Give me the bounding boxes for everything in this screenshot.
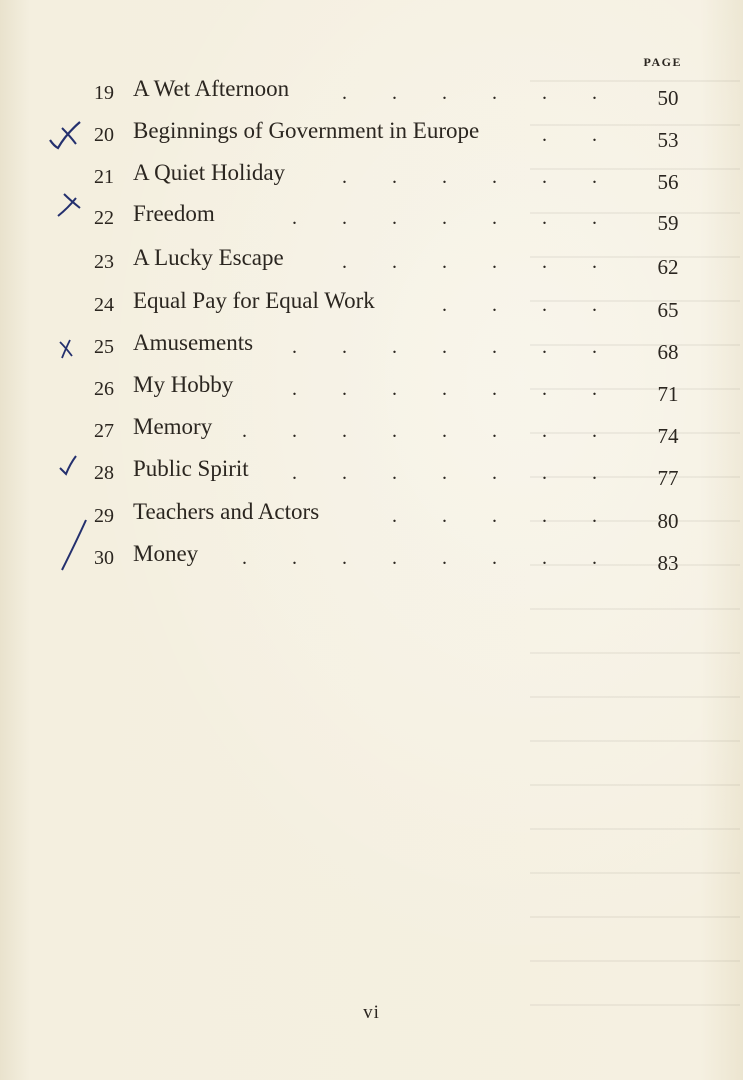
dot-leader: . . . . . . .: [292, 378, 617, 400]
chapter-title: Memory: [133, 414, 213, 439]
page-number: 65: [657, 298, 679, 322]
dot-leader: . .: [542, 124, 617, 146]
page-number: 62: [657, 255, 679, 279]
chapter-number: 30: [94, 547, 114, 569]
dot-leader: . . . . . .: [342, 166, 617, 188]
dot-leader: . . . . . . .: [292, 462, 617, 484]
chapter-number: 29: [94, 505, 114, 527]
page-number: 53: [657, 128, 679, 152]
dot-leader: . . . . .: [392, 505, 617, 527]
chapter-title: My Hobby: [133, 372, 234, 397]
pen-tick-mark-icon: [56, 452, 84, 480]
dot-leader: . . . . . . . .: [242, 547, 617, 569]
page-folio: vi: [363, 1002, 380, 1023]
chapter-title: Freedom: [133, 201, 215, 226]
toc-entry: [0, 118, 743, 158]
toc-entry: [0, 456, 743, 496]
chapter-title: Public Spirit: [133, 456, 249, 481]
page-number: 77: [657, 466, 679, 490]
chapter-number: 26: [94, 378, 114, 400]
chapter-title: Equal Pay for Equal Work: [133, 288, 375, 313]
chapter-number: 22: [94, 207, 114, 229]
toc-entry: [0, 201, 743, 241]
page-number: 59: [657, 211, 679, 235]
toc-entry: [0, 414, 743, 454]
page-number: 56: [657, 170, 679, 194]
chapter-number: 23: [94, 251, 114, 273]
page-number: 50: [657, 86, 679, 110]
chapter-title: Teachers and Actors: [133, 499, 320, 524]
toc-entry: [0, 288, 743, 328]
toc-entry: [0, 160, 743, 200]
chapter-title: A Wet Afternoon: [133, 76, 290, 101]
chapter-number: 24: [94, 294, 114, 316]
toc-entry: [0, 76, 743, 116]
dot-leader: . . . . . .: [342, 82, 617, 104]
chapter-title: Money: [133, 541, 199, 566]
page-column-header: PAGE: [643, 55, 682, 69]
chapter-title: Amusements: [133, 330, 254, 355]
toc-entry: [0, 541, 743, 581]
chapter-number: 28: [94, 462, 114, 484]
pen-slash-mark-icon: [56, 516, 92, 576]
dot-leader: . . . . . .: [342, 251, 617, 273]
chapter-title: Beginnings of Government in Europe: [133, 118, 480, 143]
page-number: 68: [657, 340, 679, 364]
pen-cross-mark-icon: [44, 118, 88, 152]
toc-entry: [0, 330, 743, 370]
chapter-number: 20: [94, 124, 114, 146]
dot-leader: . . . . . . .: [292, 336, 617, 358]
dot-leader: . . . .: [442, 294, 617, 316]
page-number: 83: [657, 551, 679, 575]
pen-cross-mark-icon: [54, 334, 82, 362]
chapter-number: 19: [94, 82, 114, 104]
chapter-number: 21: [94, 166, 114, 188]
toc-entry: [0, 499, 743, 539]
toc-entry: [0, 245, 743, 285]
chapter-title: A Lucky Escape: [133, 245, 284, 270]
toc-entry: [0, 372, 743, 412]
chapter-number: 25: [94, 336, 114, 358]
chapter-number: 27: [94, 420, 114, 442]
pen-cross-mark-icon: [54, 188, 88, 222]
page-number: 74: [657, 424, 679, 448]
page-number: 71: [657, 382, 679, 406]
page-number: 80: [657, 509, 679, 533]
dot-leader: . . . . . . .: [292, 207, 617, 229]
dot-leader: . . . . . . . .: [242, 420, 617, 442]
chapter-title: A Quiet Holiday: [133, 160, 286, 185]
